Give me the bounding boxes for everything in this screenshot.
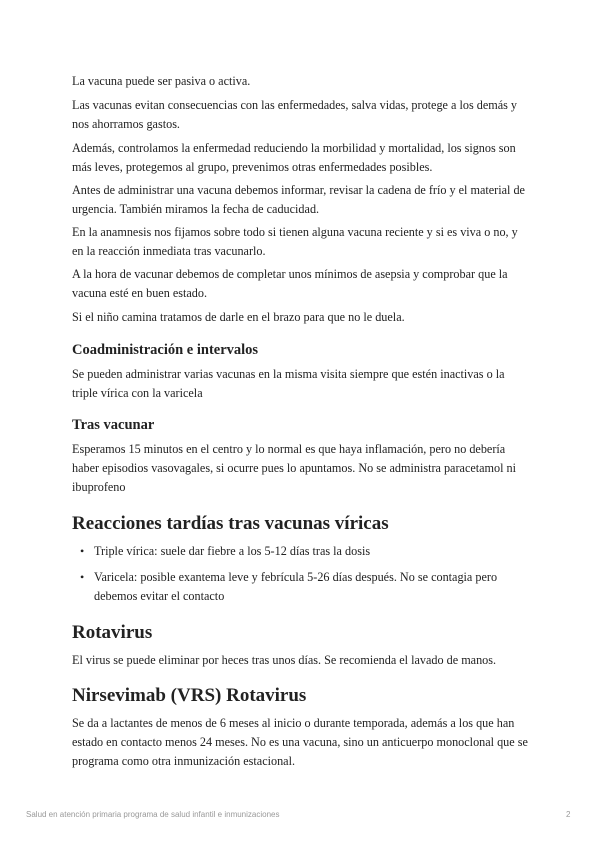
heading-rotavirus: Rotavirus	[72, 622, 153, 643]
paragraph-antes-administrar: Antes de administrar una vacuna debemos informar, revisar la cadena de frío y el material de urgencia. También miramos la fecha de caducidad.	[72, 183, 525, 216]
bullet-dot-icon: •	[80, 570, 85, 584]
paragraph-brazo: Si el niño camina tratamos de darle en el brazo para que no le duela.	[72, 310, 405, 324]
footer-page-number: 2	[566, 810, 571, 819]
paragraph-vacuna-tipos: La vacuna puede ser pasiva o activa.	[72, 74, 251, 88]
paragraph-control: Además, controlamos la enfermedad reduciendo la morbilidad y mortalidad, los signos son más leves, protegemos al grupo, prevenimos otras enfermedades posibles.	[72, 141, 516, 174]
paragraph-tras-vacunar: Esperamos 15 minutos en el centro y lo normal es que haya inflamación, pero no debería haber episodios vasovagales, si ocurre pues lo apuntamos. No se administra paracetamol ni ibuprofeno	[72, 442, 517, 494]
list-item-text: Varicela: posible exantema leve y febrícula 5-26 días después. No se contagia pero debemos evitar el contacto	[94, 570, 498, 603]
heading-reacciones-tardias: Reacciones tardías tras vacunas víricas	[72, 513, 389, 534]
paragraph-rotavirus: El virus se puede eliminar por heces tras unos días. Se recomienda el lavado de manos.	[72, 653, 497, 667]
heading-coadministracion: Coadministración e intervalos	[72, 342, 259, 358]
heading-nirsevimab: Nirsevimab (VRS) Rotavirus	[72, 685, 307, 706]
paragraph-beneficios: Las vacunas evitan consecuencias con las enfermedades, salva vidas, protege a los demás y nos ahorramos gastos.	[72, 98, 518, 131]
list-item	[72, 542, 530, 561]
paragraph-coadministracion: Se pueden administrar varias vacunas en la misma visita siempre que estén inactivas o la triple vírica con la varicela	[72, 367, 505, 400]
paragraph-asepsia: A la hora de vacunar debemos de completar unos mínimos de asepsia y comprobar que la vacuna esté en buen estado.	[72, 267, 508, 300]
bullet-dot-icon: •	[80, 544, 85, 558]
paragraph-nirsevimab: Se da a lactantes de menos de 6 meses al inicio o durante temporada, además a los que han estado en contacto menos 24 meses. No es una vacuna, sino un anticuerpo monoclonal que se programa como otra inmunización estacional.	[72, 716, 528, 768]
heading-tras-vacunar: Tras vacunar	[72, 417, 155, 433]
paragraph-anamnesis: En la anamnesis nos fijamos sobre todo si tienen alguna vacuna reciente y si es viva o no, y en la reacción inmediata tras vacunarlo.	[72, 225, 518, 258]
list-item	[72, 568, 530, 606]
footer-title: Salud en atención primaria programa de salud infantil e inmunizaciones	[26, 810, 280, 819]
list-item-text: Triple vírica: suele dar fiebre a los 5-12 días tras la dosis	[94, 544, 371, 558]
